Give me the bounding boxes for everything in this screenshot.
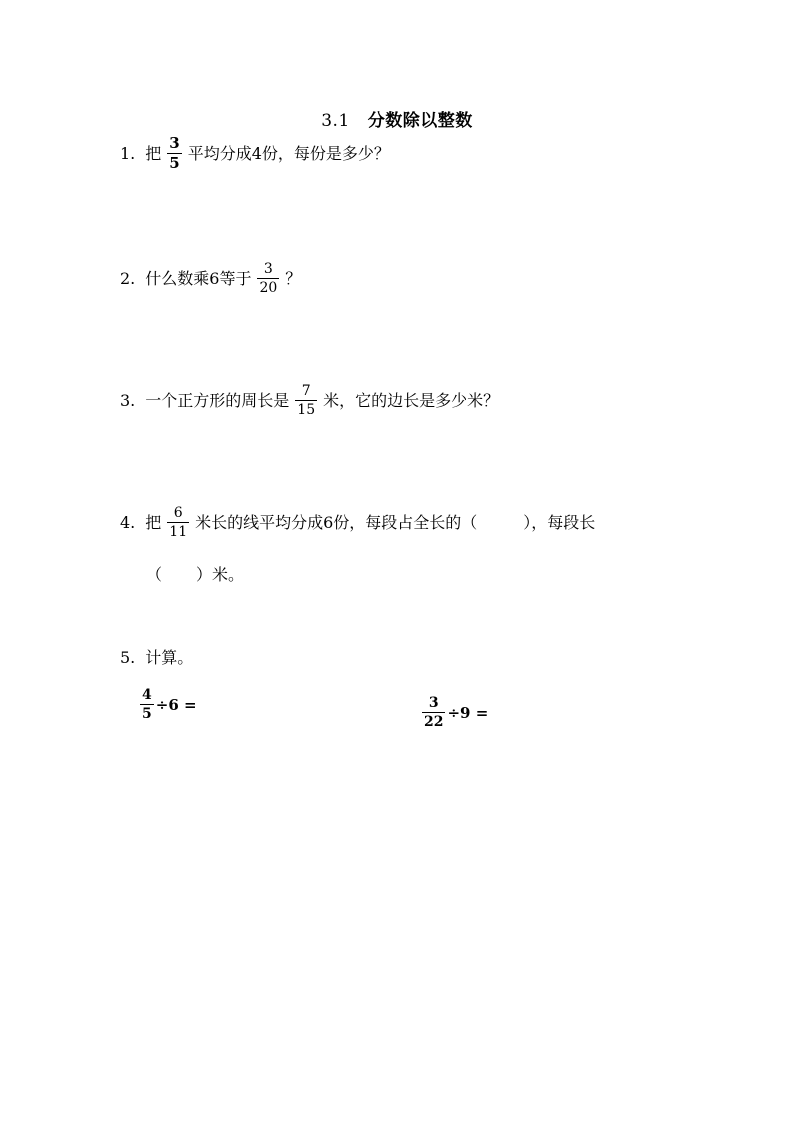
question-text-pre: 什么数乘6等于: [145, 268, 252, 288]
question-text-post: ？: [285, 268, 302, 288]
question-number: 2.: [120, 268, 136, 288]
paren-close-text: ）米。: [196, 565, 245, 584]
question-number: 3.: [120, 390, 136, 410]
numerator: 4: [142, 687, 152, 703]
question-number: 5.: [120, 648, 136, 667]
fraction: [167, 506, 189, 539]
expression-rest: ÷9 =: [447, 703, 489, 722]
question-text-post: 平均分成4份，每份是多少？: [187, 143, 390, 163]
numerator: 7: [301, 383, 311, 399]
question-text-pre: 一个正方形的周长是: [145, 390, 290, 410]
question-3: [120, 384, 499, 417]
question-5: [120, 650, 193, 666]
question-number: 4.: [120, 512, 136, 532]
question-text-mid: ），每段长: [523, 512, 596, 532]
question-1: [120, 136, 390, 171]
page-title: [0, 106, 794, 131]
fraction: [257, 262, 279, 295]
fraction: [140, 688, 154, 721]
calculation-2: [422, 696, 488, 729]
fraction: [422, 696, 445, 729]
denominator: 15: [297, 402, 316, 418]
paren-open: （: [146, 565, 163, 584]
calculation-1: [140, 688, 197, 721]
fraction: [295, 384, 317, 417]
denominator: 5: [169, 154, 180, 172]
denominator: 22: [424, 714, 444, 730]
numerator: 3: [263, 261, 273, 277]
section-title: 分数除以整数: [367, 111, 473, 131]
fraction: [167, 136, 181, 171]
question-text: 计算。: [145, 648, 194, 667]
denominator: 11: [169, 524, 188, 540]
section-number: 3.1: [321, 111, 350, 131]
numerator: 3: [428, 695, 439, 711]
question-4: [120, 506, 595, 539]
numerator: 6: [173, 505, 183, 521]
question-number: 1.: [120, 143, 136, 163]
denominator: 20: [259, 280, 278, 296]
denominator: 5: [142, 706, 152, 722]
expression-rest: ÷6 =: [155, 695, 197, 714]
question-text-pre: 把: [145, 512, 162, 532]
numerator: 3: [169, 134, 180, 152]
question-4-line-2: [146, 567, 244, 583]
question-text-pre: 把: [145, 143, 162, 163]
question-2: [120, 262, 301, 295]
question-text-post: 米，它的边长是多少米？: [323, 390, 500, 410]
question-text-post: 米长的线平均分成6份，每段占全长的（: [195, 512, 478, 532]
